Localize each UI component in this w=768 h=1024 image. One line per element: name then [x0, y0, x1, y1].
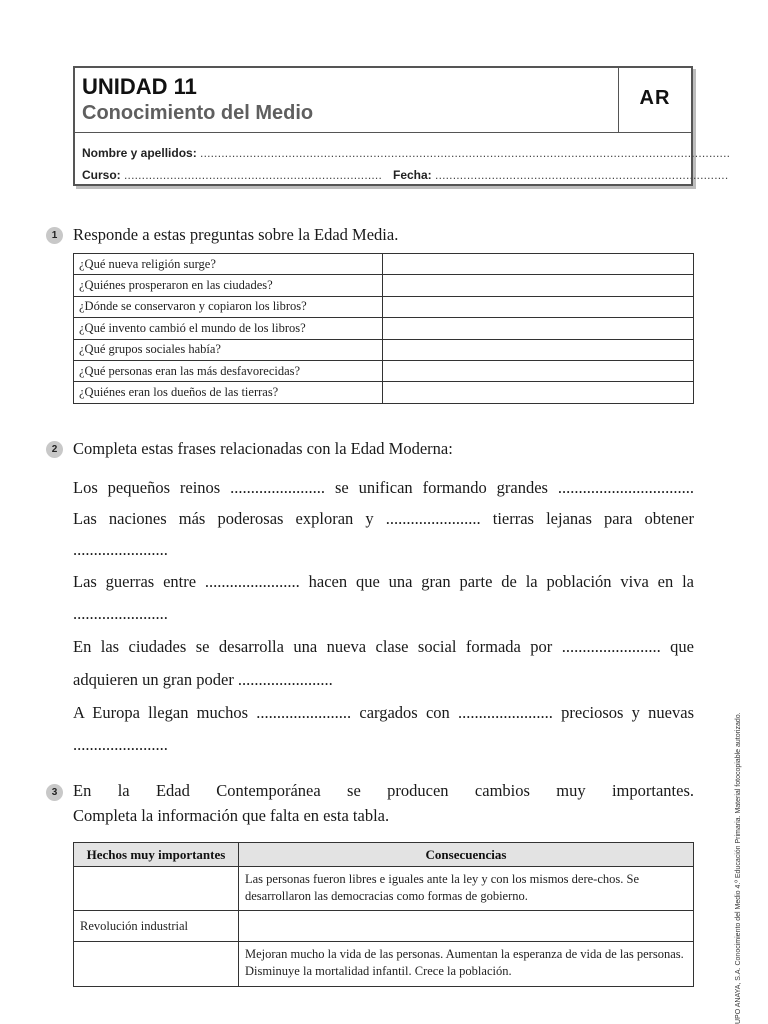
date-label: Fecha:	[393, 168, 432, 182]
table-row	[74, 911, 694, 942]
question-cell: ¿Qué invento cambió el mundo de los libros?	[74, 318, 383, 339]
fact-cell: Revolución industrial	[74, 911, 239, 942]
course-dots: .........................................................................	[124, 168, 382, 182]
table-row	[74, 296, 694, 317]
question-cell: ¿Qué nueva religión surge?	[74, 254, 383, 275]
answer-cell[interactable]	[383, 318, 694, 339]
unit-title: UNIDAD 11	[82, 74, 197, 99]
consequence-cell[interactable]	[239, 911, 694, 942]
name-field[interactable]	[82, 146, 731, 160]
date-field[interactable]	[393, 168, 729, 182]
question-3-prompt-line-1: En la Edad Contemporánea se producen cambios muy importantes.	[73, 781, 694, 800]
sentence-line[interactable]: .......................	[73, 735, 168, 754]
question-3-number: 3	[46, 784, 63, 801]
answer-cell[interactable]	[383, 339, 694, 360]
sentence-line[interactable]: adquieren un gran poder .......................	[73, 670, 333, 689]
sentence-line[interactable]: En las ciudades se desarrolla una nueva clase social formada por ........................ que	[73, 637, 694, 656]
question-2-prompt: Completa estas frases relacionadas con la Edad Moderna:	[73, 439, 453, 458]
sentence-line[interactable]: Las guerras entre ....................... hacen que una gran parte de la población viva en la	[73, 572, 694, 591]
question-2-number: 2	[46, 441, 63, 458]
consequence-cell: Mejoran mucho la vida de las personas. Aumentan la esperanza de vida de las personas. Disminuye la mortalidad infantil. Crece la población.	[239, 942, 694, 987]
header-box	[73, 66, 731, 186]
sentence-line[interactable]: .......................	[73, 540, 168, 559]
table-row	[74, 275, 694, 296]
table-row	[74, 339, 694, 360]
table-header-row	[74, 843, 694, 867]
date-dots: ...................................................................................	[435, 168, 729, 182]
table-row	[74, 942, 694, 987]
answer-cell[interactable]	[383, 254, 694, 275]
name-dots: ......................................................................................................................................................	[200, 146, 731, 160]
answer-cell[interactable]	[383, 360, 694, 381]
sentence-line[interactable]: A Europa llegan muchos ....................... cargados con ....................... preciosos y nuevas	[73, 703, 694, 722]
subject-title: Conocimiento del Medio	[82, 102, 314, 124]
worksheet-code: AR	[639, 87, 671, 109]
question-cell: ¿Quiénes prosperaron en las ciudades?	[74, 275, 383, 296]
copyright-note: UPO ANAYA, S.A. Conocimiento del Medio 4.º Educación Primaria. Material fotocopiable autorizado.	[735, 712, 742, 1024]
fact-cell[interactable]	[74, 942, 239, 987]
sentence-line[interactable]: .......................	[73, 604, 168, 623]
question-cell: ¿Dónde se conservaron y copiaron los libros?	[74, 296, 383, 317]
sentence-line[interactable]: Los pequeños reinos ....................... se unifican formando grandes .................................	[73, 478, 694, 497]
consequence-cell: Las personas fueron libres e iguales ante la ley y con los mismos dere-chos. Se desarrollaron las democracias como formas de gobierno.	[239, 867, 694, 911]
question-1-number: 1	[46, 227, 63, 244]
code-cell	[618, 68, 691, 132]
answer-cell[interactable]	[383, 382, 694, 403]
question-3-prompt-line-2: Completa la información que falta en esta tabla.	[73, 806, 390, 825]
course-label: Curso:	[82, 168, 121, 182]
fact-cell[interactable]	[74, 867, 239, 911]
question-1-prompt: Responde a estas preguntas sobre la Edad Media.	[73, 225, 399, 244]
header-title-row	[75, 68, 691, 133]
column-header-consequences: Consecuencias	[239, 843, 694, 867]
question-cell: ¿Qué personas eran las más desfavorecidas?	[74, 360, 383, 381]
table-row	[74, 254, 694, 275]
table-row	[74, 318, 694, 339]
answer-cell[interactable]	[383, 296, 694, 317]
table-row	[74, 360, 694, 381]
course-field[interactable]	[82, 168, 382, 182]
edad-contemporanea-table	[73, 842, 694, 987]
edad-media-table	[73, 253, 694, 404]
sentence-line[interactable]: Las naciones más poderosas exploran y ....................... tierras lejanas para obtener	[73, 509, 694, 528]
name-label: Nombre y apellidos:	[82, 146, 197, 160]
table-row	[74, 382, 694, 403]
question-cell: ¿Quiénes eran los dueños de las tierras?	[74, 382, 383, 403]
column-header-facts: Hechos muy importantes	[74, 843, 239, 867]
answer-cell[interactable]	[383, 275, 694, 296]
question-cell: ¿Qué grupos sociales había?	[74, 339, 383, 360]
table-row	[74, 867, 694, 911]
